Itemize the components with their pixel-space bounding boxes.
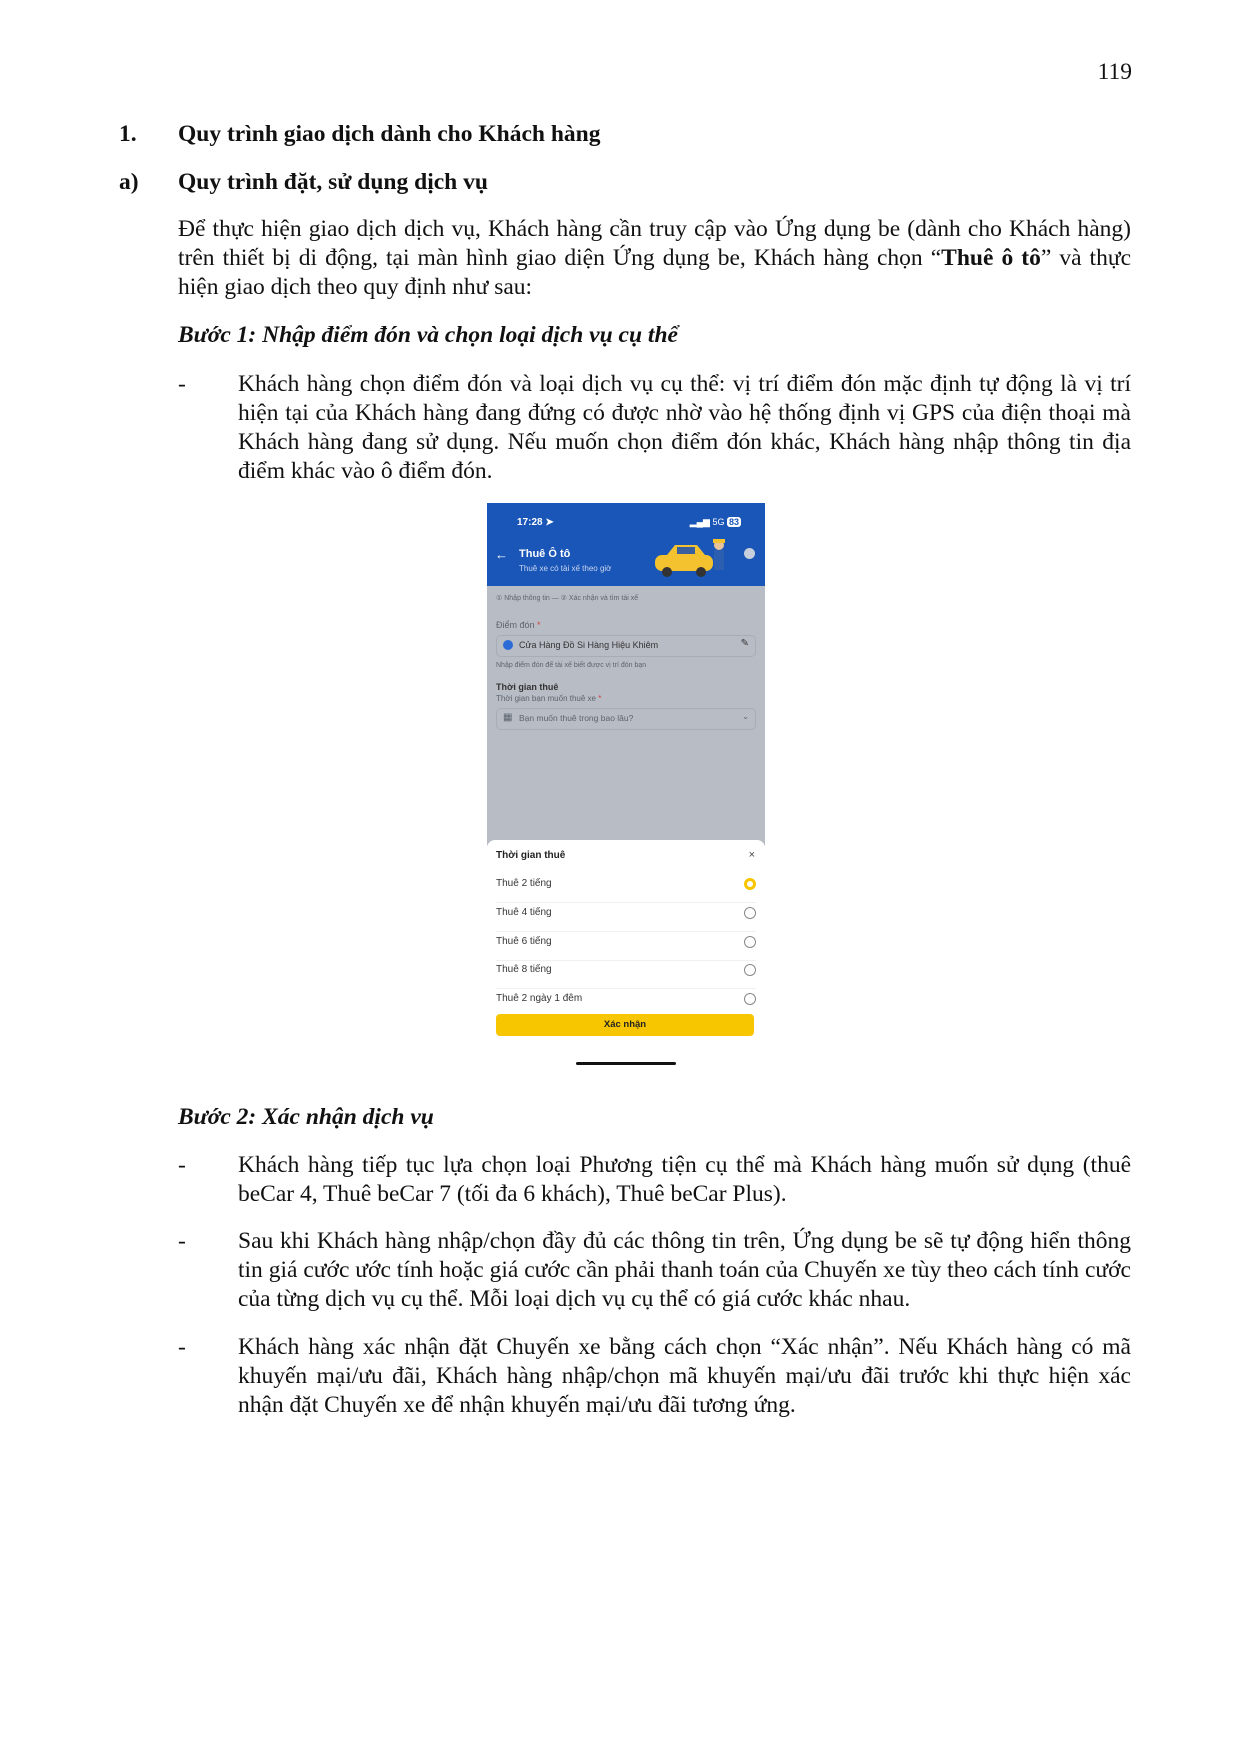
step2-title: Bước 2: Xác nhận dịch vụ [178,1104,434,1130]
bullet-dash: - [178,1334,186,1360]
radio-icon[interactable] [744,936,756,948]
chevron-down-icon: ⌄ [742,712,749,721]
page-number: 119 [1097,59,1132,85]
radio-selected-icon[interactable] [744,878,756,890]
close-icon[interactable]: × [748,849,755,861]
intro-text-end: ” và thực hiện giao dịch theo quy định như sau: [178,245,1132,300]
app-header [487,503,765,586]
step2-bullet: Khách hàng tiếp tục lựa chọn loại Phương tiện cụ thể mà Khách hàng muốn sử dụng (thuê beCar 4, Thuê beCar 7 (tối đa 6 khách), Thuê beCar Plus). [238,1152,1131,1207]
status-time: 17:28 ➤ [517,517,554,528]
section-number: 1. [119,121,137,147]
option-item[interactable]: Thuê 2 ngày 1 đêm [496,985,756,1017]
pickup-hint: Nhập điểm đón để tài xế biết được vị trí đón bạn [496,662,647,669]
intro-paragraph [178,215,1131,302]
bullet-dash: - [178,371,186,397]
bullet-dash: - [178,1228,186,1254]
stepper: ① Nhập thông tin — ② Xác nhận và tìm tài xế [496,595,639,602]
option-item[interactable]: Thuê 2 tiếng [496,870,756,903]
back-arrow-icon[interactable]: ← [495,547,508,562]
radio-icon[interactable] [744,993,756,1005]
pickup-label: Điểm đón * [496,620,541,630]
taxi-illustration-icon [653,537,733,581]
step1-bullet: Khách hàng chọn điểm đón và loại dịch vụ cụ thể: vị trí điểm đón mặc định tự động là vị trí hiện tại của Khách hàng đang đứng có được nhờ vào hệ thống định vị GPS của điện thoại mà Khách hàng đang sử dụng. Nếu muốn chọn điểm đón khác, Khách hàng nhập thông tin địa điểm khác vào ô điểm đón. [238,371,1131,484]
pickup-value: Cửa Hàng Đồ Si Hàng Hiệu Khiêm [519,640,659,650]
rent-duration-select[interactable] [496,708,756,730]
section-title: Quy trình giao dịch dành cho Khách hàng [178,121,601,147]
info-icon[interactable] [744,548,755,559]
radio-icon[interactable] [744,907,756,919]
bullet-dash: - [178,1152,186,1178]
app-subtitle: Thuê xe có tài xế theo giờ [519,564,612,573]
option-item[interactable]: Thuê 8 tiếng [496,956,756,989]
subsection-title: Quy trình đặt, sử dụng dịch vụ [178,169,488,195]
duration-sheet [487,840,765,1081]
intro-text: Để thực hiện giao dịch dịch vụ, Khách hàng cần truy cập vào Ứng dụng be (dành cho Khách hàng) trên thiết bị di động, tại màn hình giao diện Ứng dụng be, Khách hàng chọn “ [178,216,1131,271]
option-item[interactable]: Thuê 6 tiếng [496,928,756,961]
step1-title: Bước 1: Nhập điểm đón và chọn loại dịch vụ cụ thể [178,322,678,348]
location-icon [503,640,513,650]
rent-title: Thời gian thuê [496,682,559,692]
home-indicator [576,1062,676,1065]
subsection-number: a) [119,169,139,195]
sheet-title: Thời gian thuê [496,850,566,861]
phone-screenshot [487,503,765,1081]
rent-placeholder: Bạn muốn thuê trong bao lâu? [519,713,634,723]
step2-bullet: Sau khi Khách hàng nhập/chọn đầy đủ các thông tin trên, Ứng dụng be sẽ tự động hiển thông tin giá cước ước tính hoặc giá cước cần phải thanh toán của Chuyến xe tùy theo cách tính cước của từng dịch vụ cụ thể. Mỗi loại dịch vụ cụ thể có giá cước khác nhau. [238,1228,1131,1312]
rent-label: Thời gian bạn muốn thuê xe * [496,694,602,703]
intro-bold: Thuê ô tô [941,245,1041,271]
edit-pencil-icon[interactable]: ✎ [740,638,749,649]
form-overlay [487,586,765,846]
status-icons: ▂▄▆ 5G 83 [689,517,739,527]
radio-icon[interactable] [744,964,756,976]
pickup-field[interactable] [496,635,756,657]
step2-bullet: Khách hàng xác nhận đặt Chuyến xe bằng cách chọn “Xác nhận”. Nếu Khách hàng có mã khuyến mại/ưu đãi, Khách hàng nhập/chọn mã khuyến mại/ưu đãi trước khi thực hiện xác nhận đặt Chuyến xe để nhận khuyến mại/ưu đãi tương ứng. [238,1334,1131,1418]
confirm-button[interactable]: Xác nhận [496,1014,754,1036]
calendar-icon: ▦ [503,712,513,723]
app-title: Thuê Ô tô [519,548,571,560]
option-item[interactable]: Thuê 4 tiếng [496,899,756,932]
